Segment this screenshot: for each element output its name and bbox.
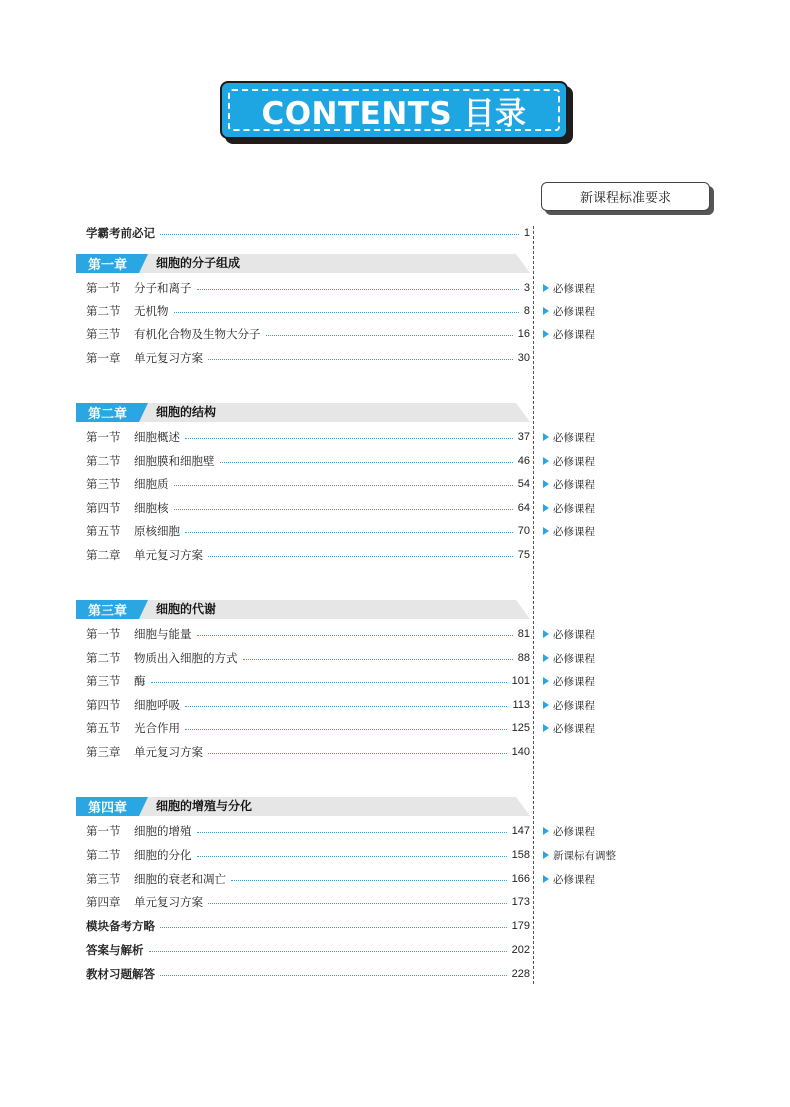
requirement-note: [543, 279, 595, 297]
entry-page: 202: [511, 944, 530, 956]
chapter-tag: 第三章: [76, 600, 139, 619]
leader-dots: [174, 312, 519, 313]
chapter-bar-fold: [516, 600, 530, 619]
toc-entry[interactable]: [86, 649, 530, 667]
chapter-bar-fold: [516, 403, 530, 422]
requirement-label: 必修课程: [553, 455, 595, 468]
requirement-label: 必修课程: [553, 431, 595, 444]
toc-entry[interactable]: [86, 349, 530, 367]
requirement-label: 必修课程: [553, 328, 595, 341]
triangle-right-icon: [543, 827, 549, 835]
entry-section: 第一节: [86, 430, 121, 444]
entry-title: 单元复习方案: [134, 745, 203, 759]
entry-title: 单元复习方案: [134, 548, 203, 562]
requirement-note: [543, 846, 616, 864]
toc-entry[interactable]: [86, 302, 530, 320]
entry-section: 第三章: [86, 745, 121, 759]
leader-dots: [185, 729, 507, 730]
leader-dots: [220, 462, 513, 463]
leader-dots: [208, 903, 507, 904]
leader-dots: [197, 832, 507, 833]
entry-page: 54: [517, 478, 530, 490]
triangle-right-icon: [543, 851, 549, 859]
page-title: CONTENTS 目录: [228, 89, 560, 131]
entry-section: 第三节: [86, 674, 121, 688]
triangle-right-icon: [543, 480, 549, 488]
entry-section: 第五节: [86, 721, 121, 735]
triangle-right-icon: [543, 330, 549, 338]
toc-entry[interactable]: [86, 696, 530, 714]
entry-page: 125: [511, 722, 530, 734]
chapter-tag: 第一章: [76, 254, 139, 273]
leader-dots: [160, 927, 507, 928]
leader-dots: [160, 234, 519, 235]
triangle-right-icon: [543, 677, 549, 685]
triangle-right-icon: [543, 630, 549, 638]
requirement-note: [543, 452, 595, 470]
entry-title: 分子和离子: [134, 281, 192, 295]
requirement-note: [543, 672, 595, 690]
toc-entry-intro[interactable]: [86, 224, 530, 242]
entry-section: 第一章: [86, 351, 121, 365]
entry-section: 第二节: [86, 651, 121, 665]
leader-dots: [185, 438, 513, 439]
leader-dots: [197, 856, 507, 857]
entry-title: 单元复习方案: [134, 351, 203, 365]
requirement-label: 必修课程: [553, 675, 595, 688]
entry-section: 第五节: [86, 524, 121, 538]
requirement-label: 必修课程: [553, 628, 595, 641]
requirement-label: 必修课程: [553, 525, 595, 538]
entry-title: 细胞膜和细胞壁: [134, 454, 215, 468]
chapter-name: 细胞的增殖与分化: [156, 799, 253, 813]
entry-page: 70: [517, 525, 530, 537]
entry-title: 细胞核: [134, 501, 169, 515]
entry-page: 64: [517, 502, 530, 514]
requirement-note: [543, 870, 595, 888]
entry-page: 81: [517, 628, 530, 640]
standard-header: 新课程标准要求: [541, 182, 710, 211]
triangle-right-icon: [543, 457, 549, 465]
triangle-right-icon: [543, 654, 549, 662]
triangle-right-icon: [543, 307, 549, 315]
chapter-header-1[interactable]: [76, 254, 530, 273]
entry-section: 第一节: [86, 627, 121, 641]
column-divider: [533, 226, 534, 984]
requirement-note: [543, 428, 595, 446]
toc-entry[interactable]: [86, 870, 530, 888]
requirement-label: 必修课程: [553, 722, 595, 735]
entry-title: 模块备考方略: [86, 919, 155, 933]
entry-title: 细胞的衰老和凋亡: [134, 872, 226, 886]
entry-page: 166: [511, 873, 530, 885]
toc-entry-extra[interactable]: [86, 917, 530, 935]
entry-section: 第四节: [86, 501, 121, 515]
chapter-name: 细胞的分子组成: [156, 256, 241, 270]
toc-entry-extra[interactable]: [86, 965, 530, 983]
toc-entry[interactable]: [86, 522, 530, 540]
leader-dots: [208, 753, 507, 754]
leader-dots: [160, 975, 507, 976]
triangle-right-icon: [543, 701, 549, 709]
chapter-tag: 第四章: [76, 797, 139, 816]
requirement-label: 必修课程: [553, 502, 595, 515]
entry-title: 细胞的分化: [134, 848, 192, 862]
entry-section: 第三节: [86, 477, 121, 491]
entry-page: 228: [511, 968, 530, 980]
requirement-note: [543, 696, 595, 714]
leader-dots: [149, 951, 507, 952]
leader-dots: [174, 485, 513, 486]
entry-section: 第一节: [86, 824, 121, 838]
requirement-label: 必修课程: [553, 478, 595, 491]
chapter-bar-fold: [516, 254, 530, 273]
entry-section: 第二节: [86, 848, 121, 862]
requirement-label: 必修课程: [553, 305, 595, 318]
leader-dots: [208, 556, 513, 557]
triangle-right-icon: [543, 527, 549, 535]
entry-title: 细胞与能量: [134, 627, 192, 641]
chapter-bar-fold: [516, 797, 530, 816]
entry-title: 有机化合物及生物大分子: [134, 327, 261, 341]
toc-entry-extra[interactable]: [86, 941, 530, 959]
chapter-header-3[interactable]: [76, 600, 530, 619]
toc-entry[interactable]: [86, 428, 530, 446]
entry-section: 第二节: [86, 304, 121, 318]
entry-title: 学霸考前必记: [86, 226, 155, 240]
entry-page: 113: [512, 699, 530, 711]
toc-entry[interactable]: [86, 893, 530, 911]
entry-section: 第一节: [86, 281, 121, 295]
triangle-right-icon: [543, 724, 549, 732]
entry-page: 101: [511, 675, 530, 687]
toc-entry[interactable]: [86, 475, 530, 493]
toc-entry[interactable]: [86, 625, 530, 643]
entry-page: 173: [511, 896, 530, 908]
leader-dots: [185, 532, 513, 533]
entry-section: 第四章: [86, 895, 121, 909]
entry-title: 细胞概述: [134, 430, 180, 444]
chapter-tag: 第二章: [76, 403, 139, 422]
entry-title: 细胞的增殖: [134, 824, 192, 838]
entry-page: 140: [511, 746, 530, 758]
requirement-label: 必修课程: [553, 282, 595, 295]
entry-page: 8: [523, 305, 530, 317]
entry-section: 第四节: [86, 698, 121, 712]
requirement-note: [543, 625, 595, 643]
triangle-right-icon: [543, 284, 549, 292]
entry-title: 单元复习方案: [134, 895, 203, 909]
entry-page: 16: [517, 328, 530, 340]
entry-section: 第二节: [86, 454, 121, 468]
requirement-note: [543, 325, 595, 343]
requirement-note: [543, 822, 595, 840]
entry-section: 第二章: [86, 548, 121, 562]
leader-dots: [197, 635, 513, 636]
toc-entry[interactable]: [86, 452, 530, 470]
entry-page: 75: [517, 549, 530, 561]
toc-entry[interactable]: [86, 719, 530, 737]
leader-dots: [174, 509, 513, 510]
entry-title: 原核细胞: [134, 524, 180, 538]
entry-page: 1: [523, 227, 530, 239]
entry-title: 教材习题解答: [86, 967, 155, 981]
chapter-name: 细胞的代谢: [156, 602, 217, 616]
chapter-name: 细胞的结构: [156, 405, 217, 419]
entry-page: 147: [511, 825, 530, 837]
triangle-right-icon: [543, 504, 549, 512]
chapter-header-2[interactable]: [76, 403, 530, 422]
entry-title: 答案与解析: [86, 943, 144, 957]
leader-dots: [151, 682, 507, 683]
entry-page: 30: [517, 352, 530, 364]
toc-entry[interactable]: [86, 743, 530, 761]
leader-dots: [197, 289, 519, 290]
title-banner: [220, 81, 568, 139]
leader-dots: [185, 706, 507, 707]
requirement-note: [543, 649, 595, 667]
leader-dots: [231, 880, 507, 881]
requirement-note: [543, 522, 595, 540]
toc-entry[interactable]: [86, 499, 530, 517]
entry-section: 第三节: [86, 872, 121, 886]
requirement-label: 必修课程: [553, 825, 595, 838]
requirement-label: 必修课程: [553, 873, 595, 886]
triangle-right-icon: [543, 875, 549, 883]
entry-title: 细胞呼吸: [134, 698, 180, 712]
toc-entry[interactable]: [86, 546, 530, 564]
entry-page: 179: [511, 920, 530, 932]
requirement-label: 新课标有调整: [553, 849, 616, 862]
triangle-right-icon: [543, 433, 549, 441]
entry-section: 第三节: [86, 327, 121, 341]
chapter-header-4[interactable]: [76, 797, 530, 816]
leader-dots: [243, 659, 513, 660]
requirement-label: 必修课程: [553, 699, 595, 712]
toc-entry[interactable]: [86, 279, 530, 297]
entry-page: 37: [517, 431, 530, 443]
leader-dots: [208, 359, 513, 360]
toc-entry[interactable]: [86, 672, 530, 690]
requirement-note: [543, 302, 595, 320]
entry-title: 物质出入细胞的方式: [134, 651, 238, 665]
requirement-label: 必修课程: [553, 652, 595, 665]
toc-entry[interactable]: [86, 822, 530, 840]
requirement-note: [543, 719, 595, 737]
entry-title: 酶: [134, 674, 146, 688]
entry-title: 细胞质: [134, 477, 169, 491]
toc-entry[interactable]: [86, 325, 530, 343]
entry-title: 光合作用: [134, 721, 180, 735]
requirement-note: [543, 499, 595, 517]
requirement-note: [543, 475, 595, 493]
entry-page: 46: [517, 455, 530, 467]
entry-page: 158: [511, 849, 530, 861]
entry-page: 3: [523, 282, 530, 294]
toc-entry[interactable]: [86, 846, 530, 864]
leader-dots: [266, 335, 513, 336]
entry-page: 88: [517, 652, 530, 664]
entry-title: 无机物: [134, 304, 169, 318]
